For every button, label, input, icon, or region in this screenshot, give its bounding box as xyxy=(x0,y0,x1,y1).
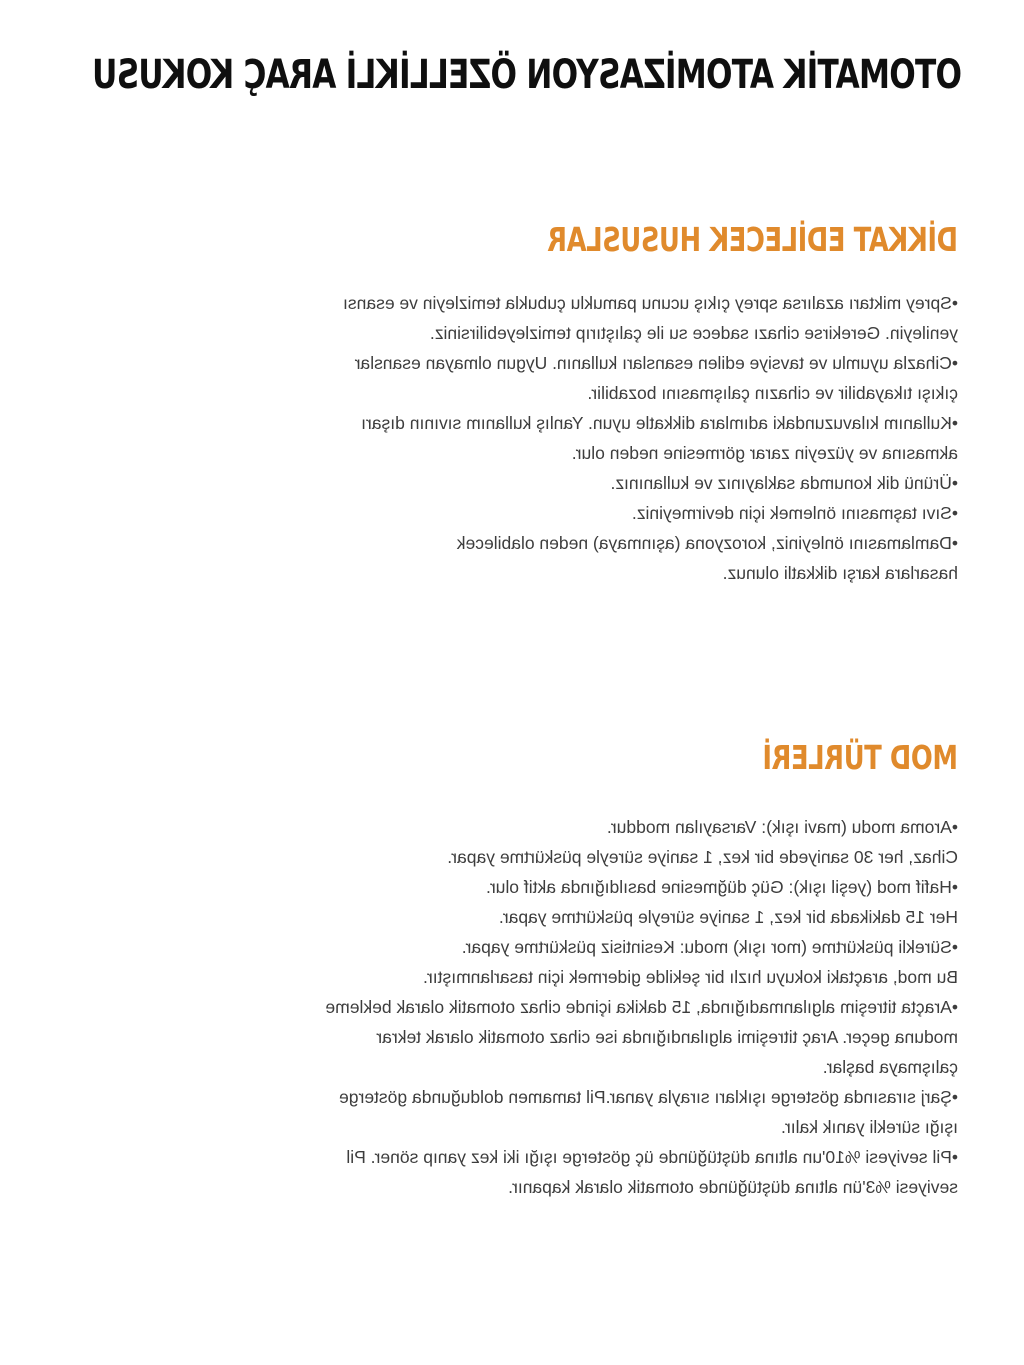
mode-line: •Aroma modu (mavi ışık): Varsayılan moddur. xyxy=(606,817,958,837)
page-title: OTOMATİK ATOMİZASYON ÖZELLİKLİ ARAÇ KOKUSU xyxy=(92,52,962,98)
mode-line: •Pil seviyesi %10'un altına düştüğünde üç gösterge ışığı iki kez yanıp söner. Pil xyxy=(346,1147,958,1167)
precaution-line: •Kullanım kılavuzundaki adımlara dikkatle uyun. Yanlış kullanım sıvının dışarı xyxy=(361,413,958,433)
modes-heading: MOD TÜRLERİ xyxy=(762,738,958,777)
precaution-line: hasarlara karşı dikkatli olunuz. xyxy=(722,563,958,583)
mode-line: moduna geçer. Araç titreşimi algılandığında ise cihaz otomatik olarak tekrar xyxy=(376,1027,958,1047)
mode-line: Her 15 dakikada bir kez, 1 saniye süreyle püskürtme yapar. xyxy=(498,907,958,927)
precaution-line: •Sprey miktarı azalırsa sprey çıkış ucunu pamuklu çubukla temizleyin ve esansı xyxy=(343,293,958,313)
mode-line: ışığı sürekli yanık kalır. xyxy=(780,1117,958,1137)
precaution-line: yenileyin. Gerekirse cihazı sadece su ile çalıştırıp temizleyebilirsiniz. xyxy=(429,323,958,343)
precaution-line: •Damlamasını önleyiniz, korozyona (aşınmaya) neden olabilecek xyxy=(456,533,958,553)
mode-line: seviyesi %3'ün altına düştüğünde otomatik olarak kapanır. xyxy=(508,1177,958,1197)
precaution-line: •Ürünü dik konumda saklayınız ve kullanınız. xyxy=(610,473,958,493)
modes-list xyxy=(325,812,958,1202)
precaution-line: •Sıvı taşmasını önlemek için devirmeyiniz. xyxy=(631,503,958,523)
precautions-list xyxy=(343,288,958,588)
mode-line: •Araçta titreşim algılanmadığında, 15 dakika içinde cihaz otomatik olarak bekleme xyxy=(325,997,958,1017)
precaution-line: çıkışı tıkayabilir ve cihazın çalışmasını bozabilir. xyxy=(587,383,958,403)
mode-line: •Şarj sırasında gösterge ışıkları sırayla yanar.Pil tamamen dolduğunda gösterge xyxy=(339,1087,958,1107)
mode-line: •Hafif mod (yeşil ışık): Güç düğmesine basıldığında aktif olur. xyxy=(485,877,958,897)
mode-line: çalışmaya başlar. xyxy=(822,1057,958,1077)
mode-line: Cihaz, her 30 saniyede bir kez, 1 saniye süreyle püskürtme yapar. xyxy=(447,847,958,867)
precautions-heading: DİKKAT EDİLECEK HUSUSLAR xyxy=(547,220,958,259)
precaution-line: •Cihazla uyumlu ve tavsiye edilen esansları kullanın. Uygun olmayan esanslar xyxy=(354,353,958,373)
mode-line: Bu mod, araçtaki kokuyu hızlı bir şekilde gidermek için tasarlanmıştır. xyxy=(423,967,958,987)
mode-line: •Sürekli püskürtme (mor ışık) modu: Kesintisiz püskürtme yapar. xyxy=(461,937,958,957)
precaution-line: akmasına ve yüzeyin zarar görmesine neden olur. xyxy=(571,443,958,463)
